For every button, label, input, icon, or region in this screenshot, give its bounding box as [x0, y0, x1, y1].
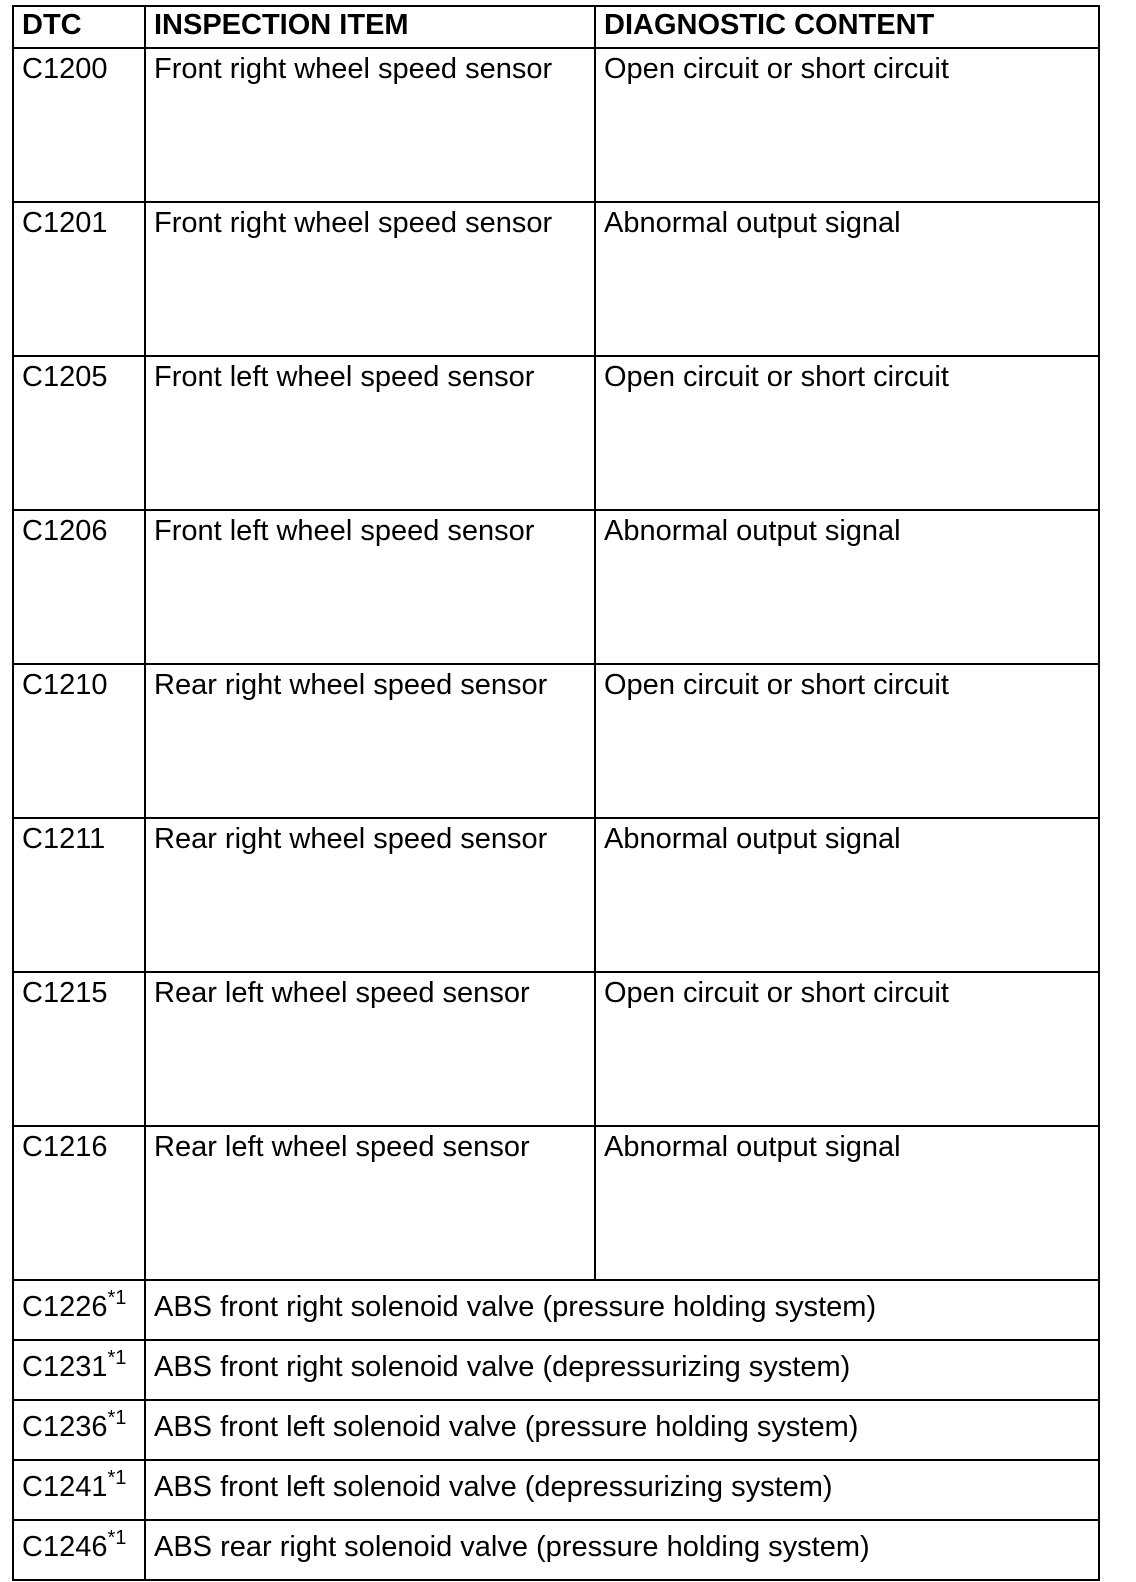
- dtc-code-text: C1236: [22, 1411, 108, 1443]
- dtc-code: [13, 1400, 145, 1460]
- table-row-merged: [13, 1460, 1099, 1520]
- table-row: [13, 510, 1099, 664]
- diagnostic-content: Open circuit or short circuit: [595, 664, 1099, 818]
- footnote-marker: *1: [107, 1527, 127, 1549]
- table-row: [13, 972, 1099, 1126]
- table-row: [13, 664, 1099, 818]
- inspection-item: Rear left wheel speed sensor: [145, 972, 595, 1126]
- diagnostic-content: Abnormal output signal: [595, 818, 1099, 972]
- dtc-code-text: C1246: [22, 1531, 108, 1563]
- footnote-marker: *1: [107, 1467, 127, 1489]
- dtc-code: C1216: [13, 1126, 145, 1280]
- table-row-merged: [13, 1340, 1099, 1400]
- inspection-item: ABS front left solenoid valve (pressure holding system): [145, 1400, 1099, 1460]
- dtc-code-text: C1226: [22, 1291, 108, 1323]
- inspection-item: ABS rear right solenoid valve (pressure holding system): [145, 1520, 1099, 1580]
- inspection-item: ABS front right solenoid valve (pressure holding system): [145, 1280, 1099, 1340]
- dtc-code: C1215: [13, 972, 145, 1126]
- inspection-item: Front right wheel speed sensor: [145, 48, 595, 202]
- table-row: [13, 48, 1099, 202]
- inspection-item: Rear left wheel speed sensor: [145, 1126, 595, 1280]
- footnote-marker: *1: [107, 1347, 127, 1369]
- dtc-code: C1201: [13, 202, 145, 356]
- header-dtc: DTC: [13, 6, 145, 48]
- footnote-marker: *1: [107, 1407, 127, 1429]
- dtc-code: C1200: [13, 48, 145, 202]
- table-row: [13, 356, 1099, 510]
- diagnostic-content: Abnormal output signal: [595, 510, 1099, 664]
- diagnostic-content: Open circuit or short circuit: [595, 972, 1099, 1126]
- table-row-merged: [13, 1280, 1099, 1340]
- header-row: [13, 6, 1099, 48]
- inspection-item: Front right wheel speed sensor: [145, 202, 595, 356]
- table-row: [13, 202, 1099, 356]
- dtc-code: C1205: [13, 356, 145, 510]
- table-row-merged: [13, 1400, 1099, 1460]
- dtc-code: [13, 1280, 145, 1340]
- inspection-item: Rear right wheel speed sensor: [145, 664, 595, 818]
- dtc-code: [13, 1460, 145, 1520]
- table-row-merged: [13, 1520, 1099, 1580]
- diagnostic-content: Open circuit or short circuit: [595, 356, 1099, 510]
- diagnostic-content: Abnormal output signal: [595, 1126, 1099, 1280]
- header-inspection-item: INSPECTION ITEM: [145, 6, 595, 48]
- dtc-code: [13, 1520, 145, 1580]
- diagnostic-content: Abnormal output signal: [595, 202, 1099, 356]
- dtc-code: C1210: [13, 664, 145, 818]
- dtc-code: [13, 1340, 145, 1400]
- dtc-code: C1211: [13, 818, 145, 972]
- dtc-code: C1206: [13, 510, 145, 664]
- dtc-table: [12, 5, 1100, 1581]
- diagnostic-content: Open circuit or short circuit: [595, 48, 1099, 202]
- footnote-marker: *1: [107, 1287, 127, 1309]
- dtc-code-text: C1241: [22, 1471, 108, 1503]
- inspection-item: ABS front right solenoid valve (depressurizing system): [145, 1340, 1099, 1400]
- inspection-item: ABS front left solenoid valve (depressurizing system): [145, 1460, 1099, 1520]
- inspection-item: Rear right wheel speed sensor: [145, 818, 595, 972]
- inspection-item: Front left wheel speed sensor: [145, 510, 595, 664]
- dtc-code-text: C1231: [22, 1351, 108, 1383]
- inspection-item: Front left wheel speed sensor: [145, 356, 595, 510]
- header-diagnostic-content: DIAGNOSTIC CONTENT: [595, 6, 1099, 48]
- table-row: [13, 1126, 1099, 1280]
- table-row: [13, 818, 1099, 972]
